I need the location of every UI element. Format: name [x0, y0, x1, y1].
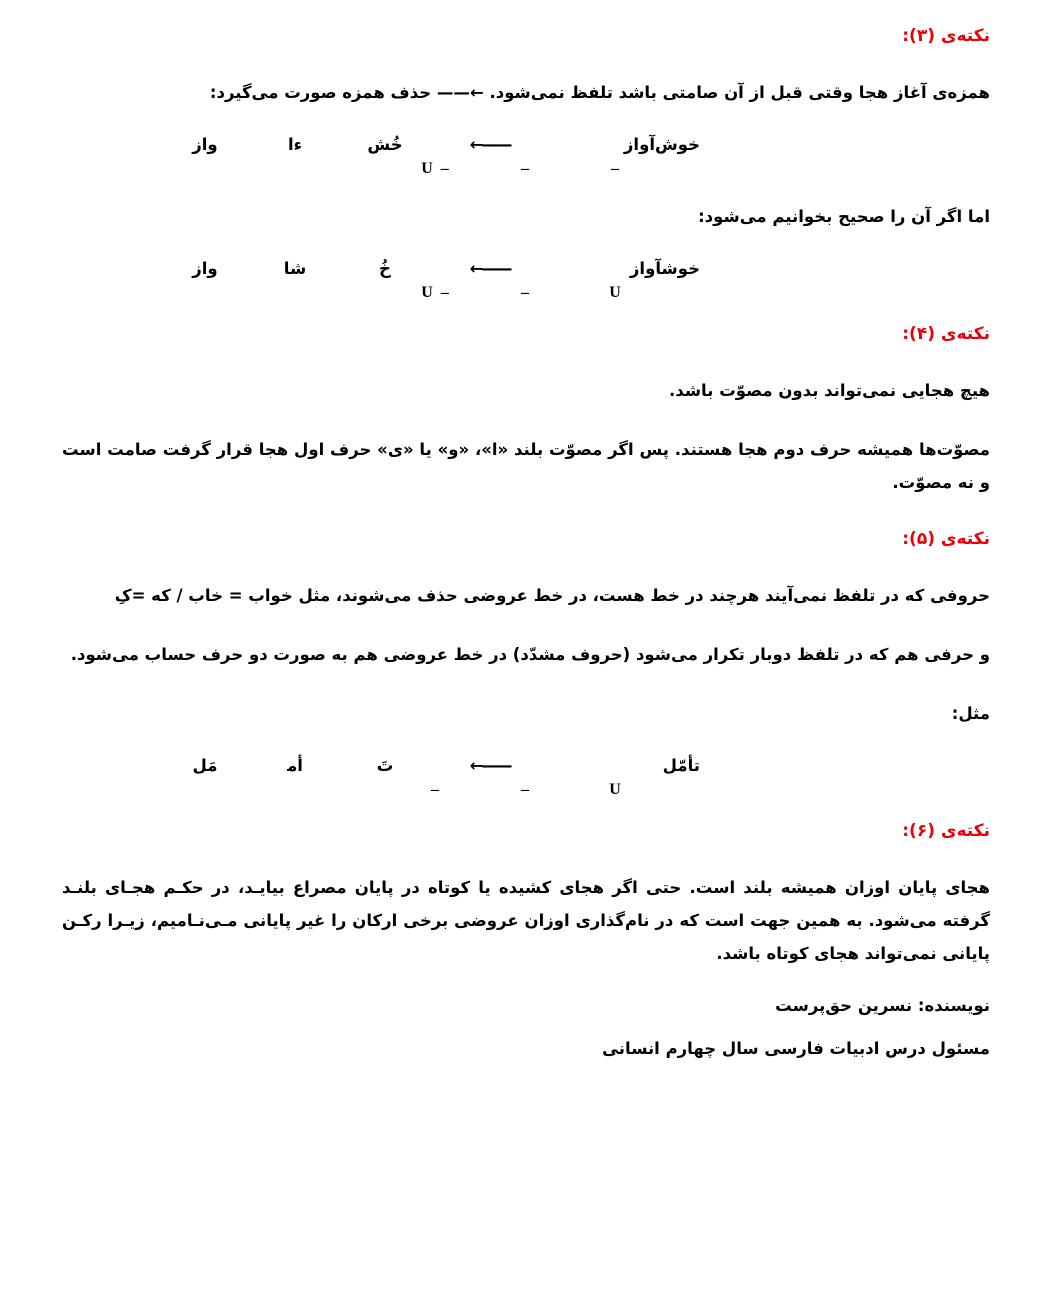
- example-symbol-2-3: – U: [421, 284, 451, 301]
- example-symbol-3-3: –: [431, 781, 441, 798]
- scansion-example-3: [62, 756, 990, 799]
- role-line: مسئول درس ادبیات فارسی سال چهارم انسانی: [602, 1039, 990, 1058]
- example-arrow-3: ——←: [469, 756, 511, 775]
- example-syllable-3-3: مَل: [192, 756, 218, 775]
- example-syllable-1-1: خُش: [367, 135, 403, 154]
- example-syllable-3-2: أم‍: [287, 756, 303, 775]
- section-paragraph-note-4-1: هیچ هجایی نمی‌تواند بدون مصوّت باشد.: [669, 381, 990, 400]
- scansion-example-2: [62, 259, 990, 302]
- scansion-example-1: [62, 135, 990, 178]
- example-symbol-1-1: –: [611, 160, 621, 177]
- scansion-row-symbols-1: [62, 160, 990, 178]
- scansion-row-symbols-3: [62, 781, 990, 799]
- example-syllable-1-3: واز: [192, 135, 218, 154]
- example-word-2: خوشآواز: [629, 259, 700, 278]
- section-paragraph-note-5-2: و حرفی هم که در تلفظ دوبار تکرار می‌شود (حروف مشدّد) در خط عروضی هم به صورت دو حرف حساب می‌شود.: [70, 645, 990, 664]
- example-symbol-1-2: –: [521, 160, 531, 177]
- example-arrow-2: ——←: [469, 259, 511, 278]
- scansion-row-symbols-2: [62, 284, 990, 302]
- example-word-1: خوش‌آواز: [623, 135, 700, 154]
- example-word-3: تأمّل: [662, 756, 700, 775]
- example-syllable-1-2: ءا: [287, 135, 303, 154]
- example-symbol-2-1: U: [609, 284, 623, 301]
- example-symbol-1-3: – U: [421, 160, 451, 177]
- example-symbol-3-1: U: [609, 781, 623, 798]
- scansion-row-words-2: [62, 259, 990, 278]
- example-syllable-3-1: تَ: [376, 756, 394, 775]
- example-syllable-2-3: واز: [192, 259, 218, 278]
- section-heading-note-3: نکته‌ی (۳):: [902, 26, 990, 46]
- section-heading-note-4: نکته‌ی (۴):: [902, 324, 990, 344]
- section-paragraph-note-6: هجای پایان اوزان همیشه بلند است. حتی اگر هجای کشیده یا کوتاه در پایان مصراع بیایـد، در حکـم هجـای بلنـد گرفته می‌شود. به همین جهت است که در نام‌گذاری اوزان عروضی برخی ارکان را غیر پایانی مـی‌نـامیم، زیـرا رکـن پایانی نمی‌تواند هجای کوتاه باشد.: [62, 878, 990, 963]
- scansion-row-words-3: [62, 756, 990, 775]
- example-arrow-1: ——←: [469, 135, 511, 154]
- example-symbol-3-2: –: [521, 781, 531, 798]
- example-syllable-2-1: خُ: [379, 259, 391, 278]
- section-paragraph-note-4-2: مصوّت‌ها همیشه حرف دوم هجا هستند. پس اگر مصوّت بلند «ا»، «و» یا «ی» حرف اول هجا قرار گرفت صامت است و نه مصوّت.: [62, 440, 990, 492]
- intermediate-note: اما اگر آن را صحیح بخوانیم می‌شود:: [698, 207, 990, 226]
- section-paragraph-note-3: همزه‌ی آغاز هجا وقتی قبل از آن صامتی باشد تلفظ نمی‌شود. ←—— حذف همزه صورت می‌گیرد:: [209, 83, 990, 102]
- section-paragraph-note-5-3: مثل:: [951, 704, 990, 723]
- section-paragraph-note-5-1: حروفی که در تلفظ نمی‌آیند هرچند در خط هست، در خط عروضی حذف می‌شوند، مثل خواب = خاب / که =کِ: [114, 586, 990, 605]
- author-line: نویسنده: نسرین حق‌پرست: [775, 996, 990, 1015]
- section-heading-note-5: نکته‌ی (۵):: [902, 529, 990, 549]
- example-syllable-2-2: شا: [283, 259, 307, 278]
- example-symbol-2-2: –: [521, 284, 531, 301]
- section-heading-note-6: نکته‌ی (۶):: [902, 821, 990, 841]
- scansion-row-words-1: [62, 135, 990, 154]
